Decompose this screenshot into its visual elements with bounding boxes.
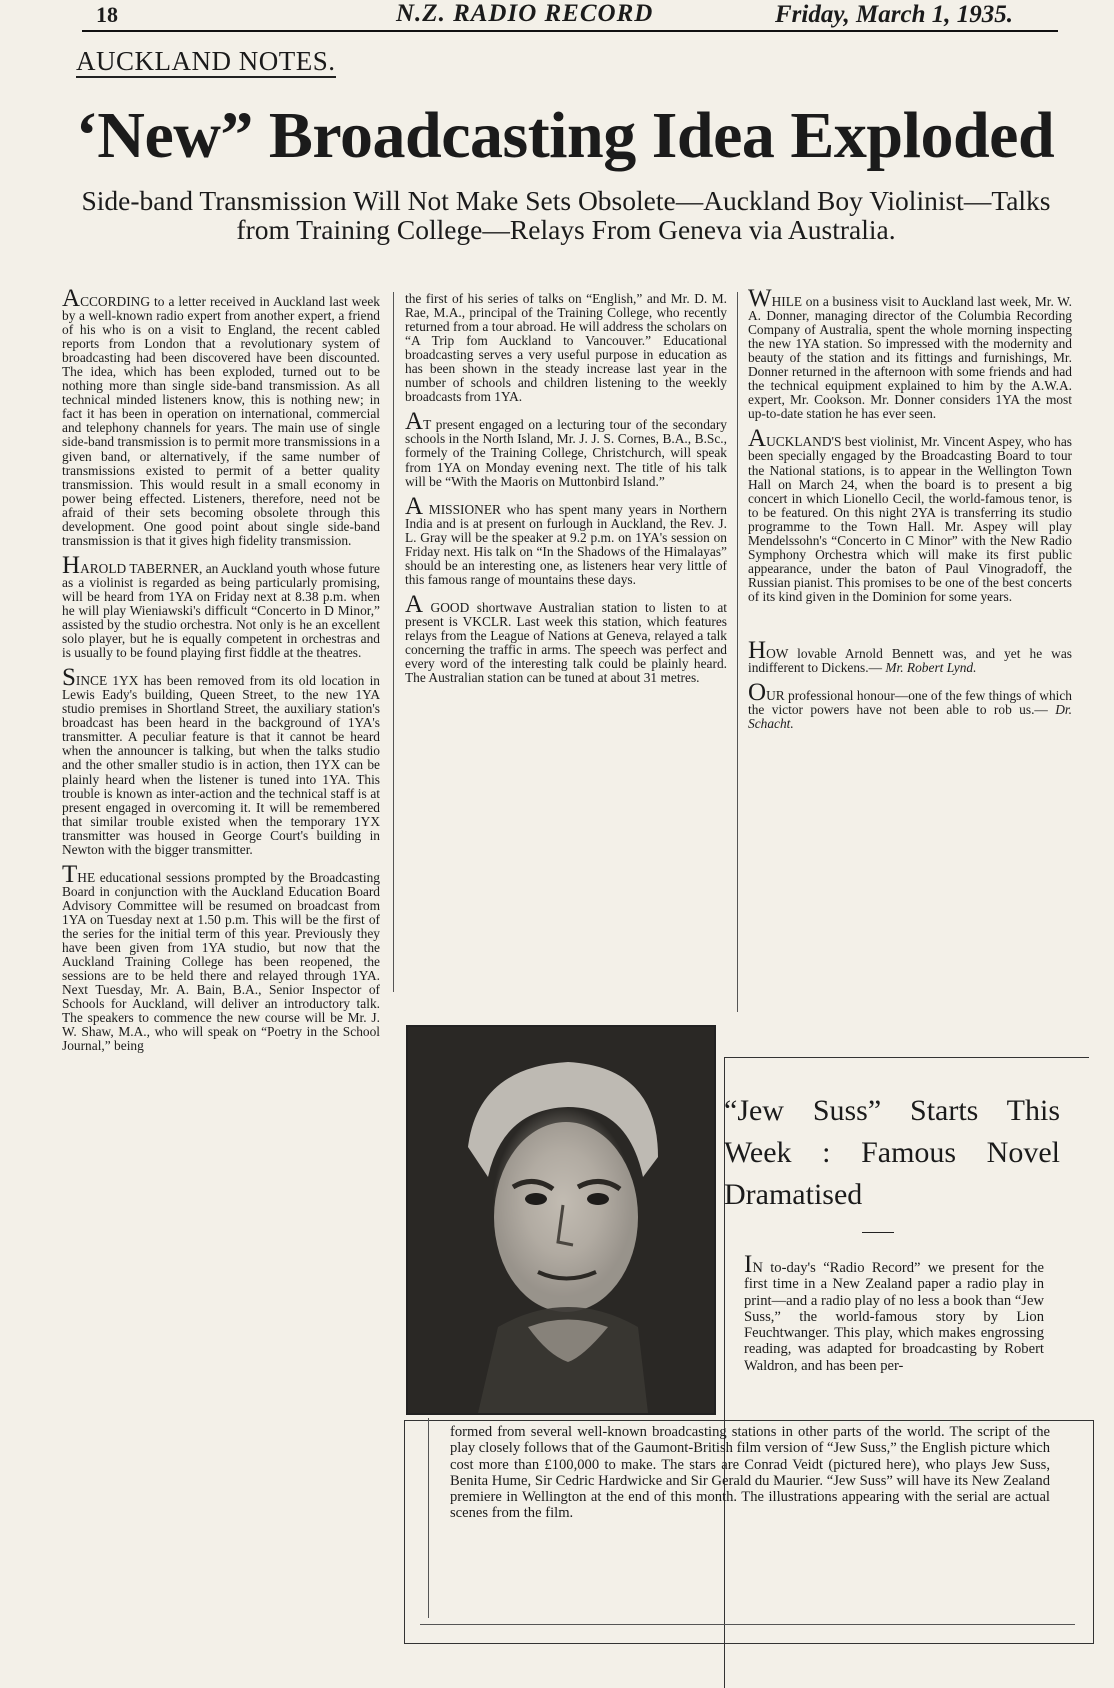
paragraph-text: GOOD shortwave Australian station to listen to at present is VKCLR. Last week this station, which features relays from the League of Nations at Geneva, relayed a talk concerning the traffic in arms. The speech was perfect and every word of the interesting talk could be plainly heard. The Australian station can be tuned at about 31 metres. [405,599,727,686]
quote-author: Dr. Schacht. [748,702,1072,732]
paragraph-text: UCKLAND'S best violinist, Mr. Vincent Aspey, who has been specially engaged by the Broadcasting Board to tour the National stations, is to appear in the Wellington Town Hall on March 24, when the board is to present a big concert in which Lionello Cecil, the world-famous tenor, is to be featured. On this night 2YA is transferring its studio programme to the Town Hall. Mr. Aspey will play Mendelssohn's “Concerto in C Minor” with the New Radio Symphony Orchestra which will make its first public appearance, under the baton of Paul Vinogradoff, the Russian pianist. This promises to be one of the best concerts of its kind given in the Dominion for some years. [748,434,1072,604]
headline: ‘New” Broadcasting Idea Exploded [75,99,1055,172]
article-paragraph [748,425,1072,604]
paragraph-text: CCORDING to a letter received in Auckland last week by a well-known radio expert from another expert, a friend of his who is on a visit to England, the recent cabled reports from London that a revolutionary system of broadcasting had been discovered have been discounted. The idea, which has been exploded, turned out to be nothing more than single side-band transmission. As all technical minded listeners know, this is nothing new; in fact it has been in operation on international, commercial and telephony channels for years. The main use of single side-band transmission is to permit more transmissions in a given band, or alternatively, if the same number of transmissions existed to permit of a better quality transmission. This would result in a small economy in power being effected. Listeners, therefore, need not be afraid of their sets becoming obsolete through this development. One good point about single side-band transmission is that it gives high fidelity transmission. [62,294,380,548]
drop-cap: O [748,679,767,707]
article-paragraph [62,860,380,1054]
feature-box-text: N to-day's “Radio Record” we present for the first time in a New Zealand paper a radio play in print—and a radio play of no less a book than “Jew Suss,” the world-famous story by Lion Feuchtwanger. This play, which makes engrossing reading, was adapted for broadcasting by Robert Waldron, and has been per- [744,1260,1044,1374]
section-title: AUCKLAND NOTES. [76,46,336,76]
header-rule [82,30,1058,32]
column-1 [62,285,380,1064]
issue-date: Friday, March 1, 1935. [775,1,1013,28]
column-3 [748,285,1072,742]
drop-cap: S [62,664,76,692]
drop-cap: A [405,590,424,618]
paragraph-text: the first of his series of talks on “English,” and Mr. D. M. Rae, M.A., principal of the Training College, who recently returned from a tour abroad. He will address the scholars on “A Trip fom Auckland to Vancouver.” Educational broadcasting serves a very useful purpose in education as has been shown in the steady increase last year in the number of schools and children listening to the weekly broadcasts from 1YA. [405,291,727,405]
portrait-illustration [408,1027,714,1413]
publication-name: N.Z. RADIO RECORD [396,0,654,27]
article-paragraph [405,492,727,587]
quote-author: Mr. Robert Lynd. [885,660,977,676]
feature-box-body-bottom: formed from several well-known broadcasting stations in other parts of the world. The script of the play closely follows that of the Gaumont-British film version of “Jew Suss,” the English picture which cost more than £100,000 to make. The stars are Conrad Veidt (pictured here), who plays Jew Suss, Benita Hume, Sir Cedric Hardwicke and Sir Gerald du Maurier. “Jew Suss” will have its New Zealand premiere in Wellington at the end of this month. The illustrations appearing with the serial are actual scenes from the film. [450,1424,1050,1522]
article-paragraph [405,590,727,686]
article-paragraph [405,408,727,489]
quotation [748,679,1072,732]
drop-cap: A [62,285,81,312]
article-paragraph [62,664,380,857]
quotation [748,636,1072,676]
portrait-photo [406,1025,716,1415]
drop-cap: T [62,860,78,888]
paragraph-text: MISSIONER who has spent many years in Northern India and is at present on furlough in Auckland, the Rev. J. L. Gray will be the speaker at 9.2 p.m. on 1YA's session on Friday next. His talk on “In the Shadows of the Himalayas” should be an interesting one, as listeners hear very little of this famous range of mountains these days. [405,501,727,587]
article-paragraph [405,292,727,404]
drop-cap: I [744,1251,753,1278]
feature-box-inner-bottom-rule [420,1624,1075,1625]
page-number: 18 [96,2,118,27]
quote-text: OW lovable Arnold Bennett was, and yet he was indifferent to Dickens.— [748,645,1072,676]
drop-cap: A [405,408,424,436]
feature-box-inner-rule [428,1418,429,1618]
column-divider [737,292,738,1012]
paragraph-text: T present engaged on a lecturing tour of the secondary schools in the North Island, Mr. J. J. S. Cornes, B.A., B.Sc., formely of the Training College, Christchurch, will speak from 1YA on Monday evening next. The title of his talk will be “With the Maoris on Muttonbird Island.” [405,417,727,489]
paragraph-text: HILE on a business visit to Auckland last week, Mr. W. A. Donner, managing director of the Columbia Recording Company of Australia, spent the whole morning inspecting the new 1YA station. So impressed with the modernity and beauty of the station and its fittings and furnishings, Mr. Donner returned in the afternoon with some friends and had the technical equipment explained to him by the A.W.A. expert, Mr. Cookson. Mr. Donner considers 1YA the most up-to-date station he has ever seen. [748,294,1072,422]
feature-box-rule [862,1232,894,1233]
paragraph-text: HE educational sessions prompted by the Broadcasting Board in conjunction with the Auckland Education Board Advisory Committee will be resumed on broadcast from 1YA on Tuesday next at 1.50 p.m. This will be the first of the series for the initial term of this year. Previously they have been given from 1YA studio, but now that the Auckland Training College has been reopened, the sessions are to be held there and relayed through 1YA. Next Tuesday, Mr. A. Bain, B.A., Senior Inspector of Schools for Auckland, will deliver an introductory talk. The speakers to commence the new course will be Mr. J. W. Shaw, M.A., who will speak on “Poetry in the School Journal,” being [62,869,380,1054]
quote-text: UR professional honour—one of the few things of which the victor powers have not been able to rob us.— [748,688,1072,718]
feature-box-title: “Jew Suss” Starts This Week : Famous Novel Dramatised [724,1094,1060,1211]
article-paragraph [62,285,380,548]
paragraph-text: AROLD TABERNER, an Auckland youth whose future as a violinist is regarded as being particularly promising, will be heard from 1YA on Friday next at 8.38 p.m. when he will play Wieniawski's difficult “Concerto in D Minor,” assisted by the studio orchestra. Not only is he an excellent solo player, but he is equally competent in orchestras and is usually to be found playing first fiddle at the theatres. [62,560,380,661]
drop-cap: H [62,551,81,579]
column-divider [393,292,394,992]
drop-cap: A [748,425,767,453]
drop-cap: H [748,636,767,664]
drop-cap: A [405,492,424,520]
column-2 [405,292,727,696]
paragraph-text: INCE 1YX has been removed from its old location in Lewis Eady's building, Queen Street, to the new 1YA studio premises in Shortland Street, the auxiliary station's broadcast has been heard in the background of 1YA's transmitter. A peculiar feature is that it cannot be heard when the announcer is talking, but when the talks studio and the other smaller studio is in action, then 1YX can be plainly heard when the listener is tuned into 1YA. This trouble is known as inter-action and the technical staff is at present engaged in overcoming it. It will be remembered that similar trouble existed when the temporary 1YX transmitter was housed in George Court's building in Newton with the bigger transmitter. [62,673,380,857]
feature-box-body-top [744,1251,1044,1374]
subheadline: Side-band Transmission Will Not Make Sets Obsolete—Auckland Boy Violinist—Talks from Training College—Relays From Geneva via Australia. [81,185,1051,245]
article-paragraph [62,551,380,661]
drop-cap: W [748,285,772,312]
article-paragraph [748,285,1072,422]
